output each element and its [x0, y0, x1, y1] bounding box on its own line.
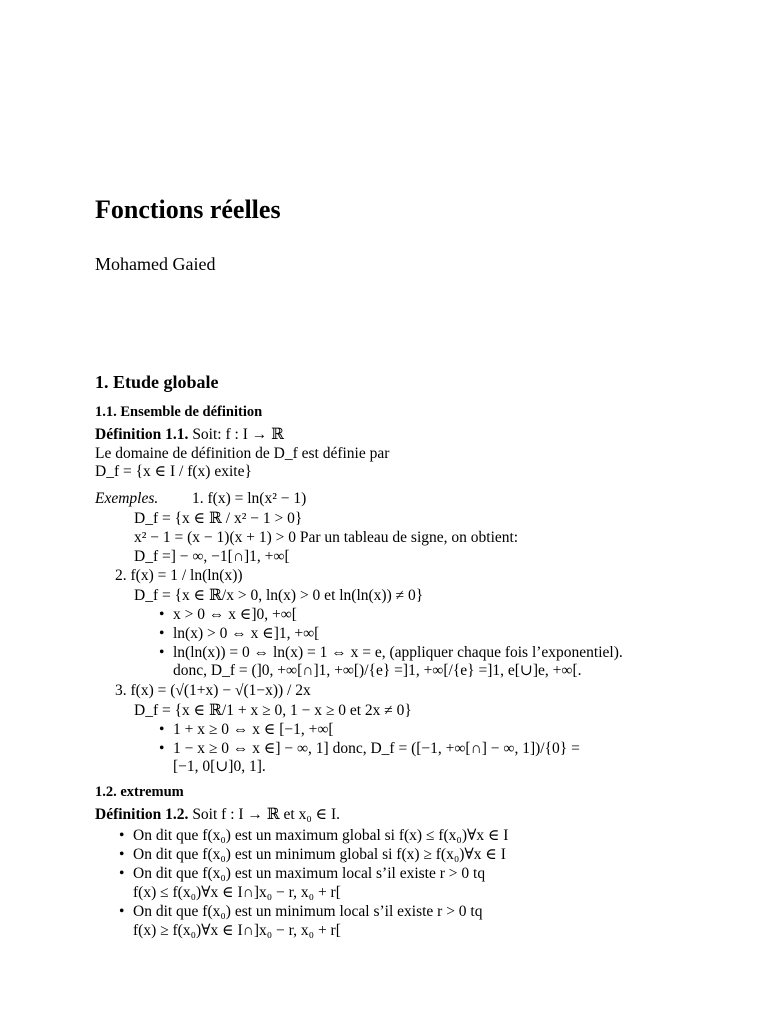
example-line: D_f = {x ∈ ℝ/1 + x ≥ 0, 1 − x ≥ 0 et 2x ≠ 0} [134, 702, 412, 719]
example-1-item: 1. f(x) = ln(x² − 1) [192, 490, 307, 507]
list-item-continuation: f(x) ≥ f(x₀)∀x ∈ I∩]x₀ − r, x₀ + r[ [133, 922, 341, 939]
subsection-heading: 1.2. extremum [95, 784, 184, 800]
page-title: Fonctions réelles [95, 195, 281, 224]
list-item: • 1 − x ≥ 0 ⇔ x ∈] − ∞, 1] donc, D_f = ([−1, +∞[∩] − ∞, 1])/{0} = [173, 739, 580, 758]
example-line: donc, D_f = (]0, +∞[∩]1, +∞[)/{e} =]1, +∞[/{e} =]1, e[∪]e, +∞[. [173, 662, 582, 679]
examples-label: Exemples. [95, 490, 159, 507]
example-2-item: 2. f(x) = 1 / ln(ln(x)) [115, 567, 243, 584]
definition-text: Soit f : I → ℝ et x₀ ∈ I. [192, 806, 341, 823]
list-item: • On dit que f(x₀) est un minimum local s’il existe r > 0 tq [133, 902, 483, 921]
list-item: • x > 0 ⇔ x ∈]0, +∞[ [173, 605, 297, 624]
list-item: • On dit que f(x₀) est un minimum global si f(x) ≥ f(x₀)∀x ∈ I [133, 845, 506, 864]
list-item-continuation: f(x) ≤ f(x₀)∀x ∈ I∩]x₀ − r, x₀ + r[ [133, 884, 341, 901]
definition-label: Définition 1.1. [95, 426, 189, 443]
list-item: • On dit que f(x₀) est un maximum global si f(x) ≤ f(x₀)∀x ∈ I [133, 826, 508, 845]
definition-formula: D_f = {x ∈ I / f(x) exite} [95, 463, 252, 480]
list-item: • 1 + x ≥ 0 ⇔ x ∈ [−1, +∞[ [173, 720, 334, 739]
example-line: [−1, 0[∪]0, 1]. [173, 758, 266, 775]
list-item: • ln(ln(x)) = 0 ⇔ ln(x) = 1 ⇔ x = e, (appliquer chaque fois l’exponentiel). [173, 643, 623, 662]
list-item: • ln(x) > 0 ⇔ x ∈]1, +∞[ [173, 624, 319, 643]
definition-block [95, 805, 340, 824]
example-line: D_f = {x ∈ ℝ / x² − 1 > 0} [134, 510, 303, 527]
definition-text: Le domaine de définition de D_f est définie par [95, 445, 390, 462]
example-line: D_f =] − ∞, −1[∩]1, +∞[ [134, 548, 290, 565]
list-item: • On dit que f(x₀) est un maximum local s’il existe r > 0 tq [133, 864, 485, 883]
example-line: x² − 1 = (x − 1)(x + 1) > 0 Par un tableau de signe, on obtient: [134, 529, 519, 546]
definition-text: Soit: f : I → ℝ [192, 426, 284, 443]
example-3-item: 3. f(x) = (√(1+x) − √(1−x)) / 2x [115, 682, 311, 699]
example-line: D_f = {x ∈ ℝ/x > 0, ln(x) > 0 et ln(ln(x)) ≠ 0} [134, 587, 424, 604]
subsection-heading: 1.1. Ensemble de définition [95, 404, 263, 420]
section-heading: 1. Etude globale [95, 372, 219, 392]
definition-block [95, 425, 284, 444]
definition-label: Définition 1.2. [95, 806, 189, 823]
author-name: Mohamed Gaied [95, 254, 216, 274]
